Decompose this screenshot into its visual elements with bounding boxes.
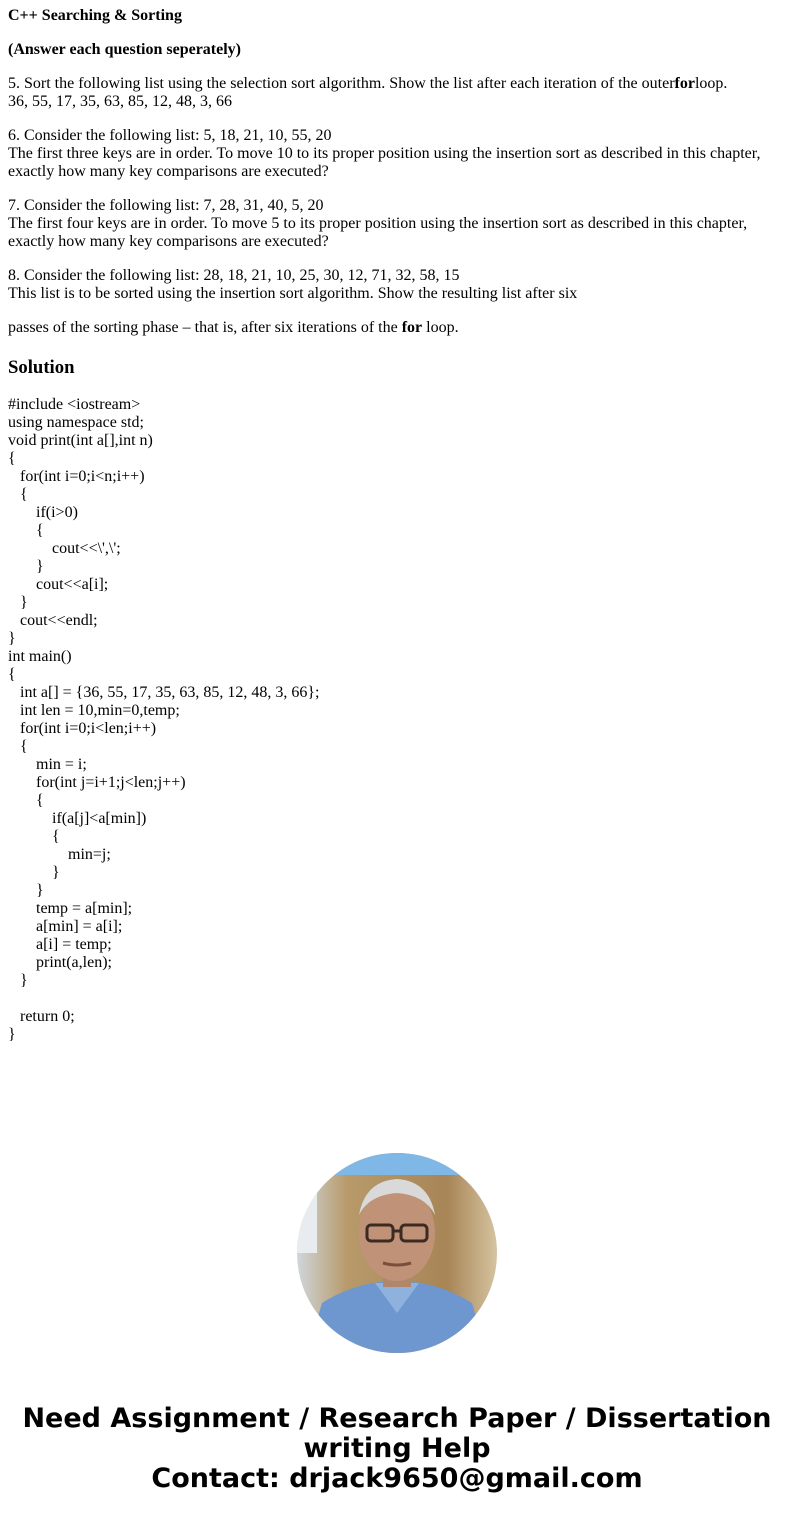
- question-5-text-start: 5. Sort the following list using the selection sort algorithm. Show the list after each iteration of the outer: [8, 75, 675, 92]
- code-line: {: [8, 666, 16, 683]
- question-8: [8, 267, 786, 303]
- question-6-text-cont: exactly how many key comparisons are executed?: [8, 163, 329, 180]
- question-5: [8, 75, 786, 111]
- code-line: cout<<\',\';: [8, 540, 121, 557]
- code-line: print(a,len);: [8, 954, 112, 971]
- question-7-text-cont: exactly how many key comparisons are executed?: [8, 233, 329, 250]
- code-line: if(i>0): [8, 504, 78, 521]
- code-block: [8, 396, 786, 1044]
- question-8-continued: [8, 319, 786, 337]
- question-6-list: 6. Consider the following list: 5, 18, 21, 10, 55, 20: [8, 127, 332, 144]
- code-line: temp = a[min];: [8, 900, 133, 917]
- code-line: int main(): [8, 648, 72, 665]
- code-line: {: [8, 792, 44, 809]
- question-8-for-keyword: for: [401, 319, 423, 336]
- question-5-text: [8, 75, 786, 93]
- code-line: for(int i=0;i<n;i++): [8, 468, 145, 485]
- code-line: cout<<a[i];: [8, 576, 109, 593]
- question-5-list: 36, 55, 17, 35, 63, 85, 12, 48, 3, 66: [8, 93, 232, 110]
- code-line: {: [8, 522, 44, 539]
- author-photo-icon: [297, 1153, 497, 1353]
- question-8-list: 8. Consider the following list: 28, 18, 21, 10, 25, 30, 12, 71, 32, 58, 15: [8, 267, 460, 284]
- promo-contact: Contact: drjack9650@gmail.com: [151, 1463, 643, 1494]
- code-line: void print(int a[],int n): [8, 432, 153, 449]
- code-line: }: [8, 864, 60, 881]
- page-title: C++ Searching & Sorting: [8, 7, 182, 24]
- code-line: [8, 990, 786, 1008]
- code-line: }: [8, 972, 28, 989]
- code-line: }: [8, 594, 28, 611]
- question-8-text-start: passes of the sorting phase – that is, after six iterations of the: [8, 319, 402, 336]
- code-line: for(int j=i+1;j<len;j++): [8, 774, 186, 791]
- question-8-text-end: loop.: [422, 319, 459, 336]
- code-line: return 0;: [8, 1008, 75, 1025]
- code-line: min=j;: [8, 846, 111, 863]
- code-line: {: [8, 738, 28, 755]
- code-line: }: [8, 630, 16, 647]
- question-6: [8, 127, 786, 181]
- question-6-text: The first three keys are in order. To move 10 to its proper position using the insertion sort as described in this chapter,: [8, 145, 761, 162]
- code-line: #include <iostream>: [8, 396, 141, 413]
- code-line: {: [8, 828, 60, 845]
- code-line: if(a[j]<a[min]): [8, 810, 147, 827]
- code-line: cout<<endl;: [8, 612, 98, 629]
- code-line: for(int i=0;i<len;i++): [8, 720, 157, 737]
- question-5-for-keyword: for: [674, 75, 695, 92]
- promo-banner: [0, 1404, 794, 1494]
- author-avatar: [297, 1153, 497, 1353]
- code-line: a[i] = temp;: [8, 936, 112, 953]
- question-7: [8, 197, 786, 251]
- code-line: int len = 10,min=0,temp;: [8, 702, 180, 719]
- code-line: }: [8, 558, 44, 575]
- question-8-text: This list is to be sorted using the insertion sort algorithm. Show the resulting list after six: [8, 285, 578, 302]
- code-line: }: [8, 882, 44, 899]
- question-7-text: The first four keys are in order. To move 5 to its proper position using the insertion sort as described in this chapter,: [8, 215, 748, 232]
- question-7-list: 7. Consider the following list: 7, 28, 31, 40, 5, 20: [8, 197, 324, 214]
- document-body: [8, 7, 786, 1044]
- code-line: int a[] = {36, 55, 17, 35, 63, 85, 12, 48, 3, 66};: [8, 684, 320, 701]
- promo-line-2: writing Help: [303, 1433, 491, 1464]
- code-line: }: [8, 1026, 16, 1043]
- code-line: {: [8, 450, 16, 467]
- code-line: min = i;: [8, 756, 87, 773]
- question-8-text-cont: [8, 319, 786, 337]
- promo-line-1: Need Assignment / Research Paper / Dissertation: [22, 1403, 772, 1434]
- code-line: a[min] = a[i];: [8, 918, 123, 935]
- code-line: {: [8, 486, 28, 503]
- solution-heading: Solution: [8, 357, 75, 378]
- question-5-text-end: loop.: [694, 75, 728, 92]
- code-line: using namespace std;: [8, 414, 144, 431]
- page-subtitle: (Answer each question seperately): [8, 41, 242, 58]
